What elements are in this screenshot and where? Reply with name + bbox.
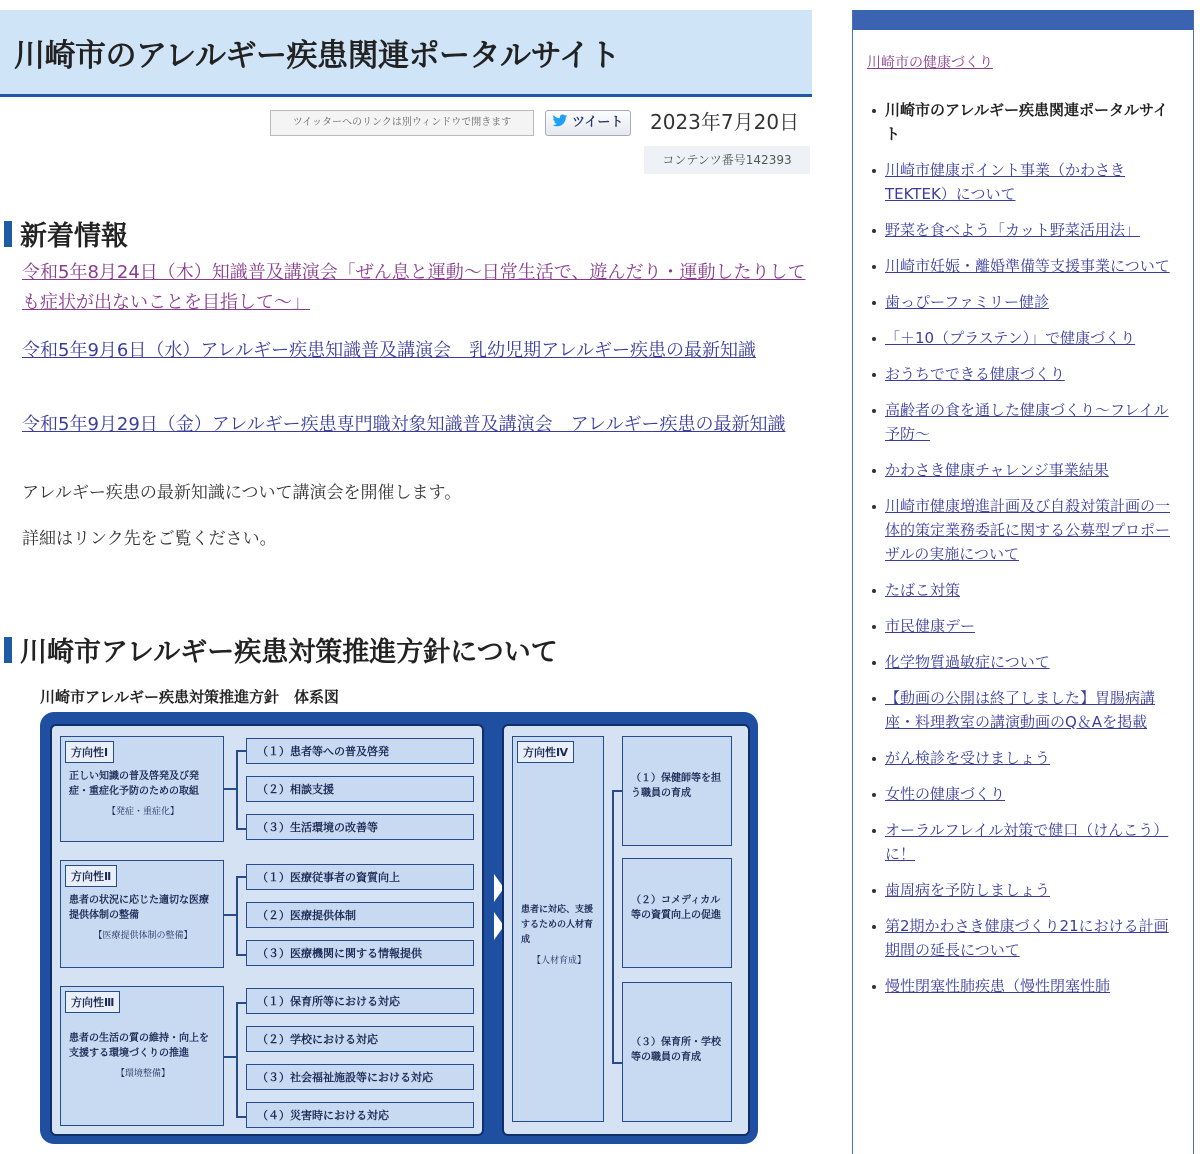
sidebar-item[interactable] <box>869 326 1179 350</box>
news-item[interactable] <box>22 258 812 318</box>
sidebar-item[interactable] <box>869 254 1179 278</box>
bullet-dot-icon <box>872 505 876 509</box>
direction-3-box <box>60 986 224 1126</box>
sidebar-item[interactable] <box>869 362 1179 386</box>
direction-1-box <box>60 736 224 842</box>
direction-4-sub-1 <box>622 736 732 846</box>
tweet-label: ツイート <box>572 115 624 130</box>
sub-item: （２）コメディカル等の資質向上の促進 <box>631 895 721 921</box>
bullet-dot-icon <box>872 661 876 665</box>
news-heading-text: 新着情報 <box>20 221 128 252</box>
sidebar-item-current <box>869 98 1179 146</box>
sidebar-item[interactable] <box>869 878 1179 902</box>
bullet-dot-icon <box>872 169 876 173</box>
sub-item: （１）保健師等を担う職員の育成 <box>631 773 721 799</box>
sidebar-heading-link[interactable]: 川崎市の健康づくり <box>867 55 993 71</box>
sub-item: （３）医療機関に関する情報提供 <box>246 940 474 966</box>
news-link-1[interactable]: 令和5年8月24日（木）知識普及講演会「ぜん息と運動～日常生活で、遊んだり・運動したりしても症状が出ないことを目指して～」 <box>22 262 806 313</box>
bullet-dot-icon <box>872 469 876 473</box>
connector <box>224 788 236 790</box>
diagram-left-panel <box>50 724 484 1136</box>
sidebar-link[interactable]: 化学物質過敏症について <box>885 653 1050 671</box>
direction-4-sub-3 <box>622 982 732 1122</box>
bracket <box>236 876 246 956</box>
section-bar-icon <box>4 221 12 247</box>
sub-item: （１）医療従事者の資質向上 <box>246 864 474 890</box>
connector <box>224 914 236 916</box>
sidebar-link[interactable]: おうちでできる健康づくり <box>885 365 1065 383</box>
bullet-dot-icon <box>872 373 876 377</box>
sidebar-link[interactable]: 川崎市健康増進計画及び自殺対策計画の一体的策定業務委託に関する公募型プロポーザルの実施について <box>885 497 1171 563</box>
sidebar-link[interactable]: 歯っぴーファミリー健診 <box>885 293 1049 311</box>
sidebar-list <box>869 98 1179 1010</box>
sidebar-item[interactable] <box>869 974 1179 998</box>
direction-2-box <box>60 860 224 968</box>
news-item[interactable] <box>22 336 812 366</box>
direction-3-tag: 方向性Ⅲ <box>65 991 120 1013</box>
direction-2-tag: 方向性Ⅱ <box>65 865 117 887</box>
sidebar-item[interactable] <box>869 218 1179 242</box>
sidebar-link[interactable]: がん検診を受けましょう <box>885 749 1051 767</box>
bracket <box>236 1002 246 1118</box>
sidebar-link[interactable]: 川崎市健康ポイント事業（かわさきTEKTEK）について <box>885 161 1126 203</box>
direction-4-text: 患者に対応、支援するための人材育成 <box>521 905 594 945</box>
sub-item: （２）医療提供体制 <box>246 902 474 928</box>
policy-diagram <box>40 712 758 1144</box>
direction-1-tag: 方向性Ⅰ <box>65 741 114 763</box>
sidebar-item[interactable] <box>869 458 1179 482</box>
bullet-dot-icon <box>872 697 876 701</box>
sub-item: （３）保育所・学校等の職員の育成 <box>631 1037 721 1063</box>
sidebar-item[interactable] <box>869 614 1179 638</box>
sidebar-item[interactable] <box>869 782 1179 806</box>
news-link-2[interactable]: 令和5年9月6日（水）アレルギー疾患知識普及講演会 乳幼児期アレルギー疾患の最新知識 <box>22 340 757 361</box>
direction-1-note: 【発症・重症化】 <box>106 807 179 817</box>
direction-4-note: 【人材育成】 <box>531 956 586 966</box>
sidebar-link[interactable]: 慢性閉塞性肺疾患（慢性閉塞性肺 <box>885 977 1111 995</box>
diagram-right-panel <box>502 724 750 1136</box>
twitter-bird-icon <box>552 114 568 128</box>
news-link-3[interactable]: 令和5年9月29日（金）アレルギー疾患専門職対象知識普及講演会 アレルギー疾患の最新知識 <box>22 414 786 435</box>
sidebar <box>852 10 1194 1154</box>
sidebar-item[interactable] <box>869 290 1179 314</box>
section-bar-icon <box>4 637 12 663</box>
sidebar-link[interactable]: たばこ対策 <box>885 581 961 599</box>
bullet-dot-icon <box>872 793 876 797</box>
bracket <box>236 750 246 830</box>
bullet-dot-icon <box>872 109 876 113</box>
content-number: コンテンツ番号142393 <box>644 146 810 174</box>
diagram-title: 川崎市アレルギー疾患対策推進方針 体系図 <box>40 688 340 706</box>
sidebar-item[interactable] <box>869 914 1179 962</box>
sidebar-link[interactable]: 第2期かわさき健康づくり21における計画期間の延長について <box>885 917 1169 959</box>
bullet-dot-icon <box>872 301 876 305</box>
sidebar-item-label: 川崎市のアレルギー疾患関連ポータルサイト <box>885 101 1168 143</box>
sub-item: （１）保育所等における対応 <box>246 988 474 1014</box>
sidebar-link[interactable]: 野菜を食べよう「カット野菜活用法」 <box>885 221 1140 239</box>
direction-2-note: 【医療提供体制の整備】 <box>93 931 193 941</box>
bullet-dot-icon <box>872 757 876 761</box>
sidebar-item[interactable] <box>869 818 1179 866</box>
bullet-dot-icon <box>872 625 876 629</box>
sidebar-link[interactable]: 女性の健康づくり <box>885 785 1006 803</box>
page-title-bar <box>0 10 812 97</box>
news-description: アレルギー疾患の最新知識について講演会を開催します。 <box>22 483 462 503</box>
sidebar-item[interactable] <box>869 746 1179 770</box>
sidebar-link[interactable]: 歯周病を予防しましょう <box>885 881 1051 899</box>
twitter-link-note: ツイッターへのリンクは別ウィンドウで開きます <box>270 110 534 136</box>
news-note: 詳細はリンク先をご覧ください。 <box>22 529 277 549</box>
bracket <box>612 790 622 1064</box>
page-title: 川崎市のアレルギー疾患関連ポータルサイト <box>14 38 620 74</box>
bullet-dot-icon <box>872 409 876 413</box>
sidebar-item[interactable] <box>869 494 1179 566</box>
sidebar-item[interactable] <box>869 686 1179 734</box>
direction-1-text: 正しい知識の普及啓発及び発症・重症化予防のための取組 <box>69 771 199 797</box>
direction-4-box <box>512 736 604 1122</box>
direction-4-sub-2 <box>622 858 732 968</box>
bullet-dot-icon <box>872 229 876 233</box>
bullet-dot-icon <box>872 337 876 341</box>
sidebar-link[interactable]: 【動画の公開は終了しました】胃腸病講座・料理教室の講演動画のQ＆Aを掲載 <box>885 689 1156 731</box>
sidebar-item[interactable] <box>869 578 1179 602</box>
sub-item: （３）生活環境の改善等 <box>246 814 474 840</box>
bullet-dot-icon <box>872 829 876 833</box>
sidebar-item[interactable] <box>869 650 1179 674</box>
news-heading <box>4 214 128 253</box>
bullet-dot-icon <box>872 265 876 269</box>
policy-heading-text: 川崎市アレルギー疾患対策推進方針について <box>20 637 558 668</box>
tweet-button[interactable] <box>545 110 631 136</box>
bullet-dot-icon <box>872 589 876 593</box>
sidebar-link[interactable]: 川崎市妊娠・離婚準備等支援事業について <box>885 257 1170 275</box>
publish-date: 2023年7月20日 <box>650 110 800 134</box>
bullet-dot-icon <box>872 925 876 929</box>
sidebar-link[interactable]: オーラルフレイル対策で健口（けんこう）に！ <box>885 821 1169 863</box>
sub-item: （１）患者等への普及啓発 <box>246 738 474 764</box>
sidebar-item[interactable] <box>869 158 1179 206</box>
sub-item: （３）社会福祉施設等における対応 <box>246 1064 474 1090</box>
bullet-dot-icon <box>872 889 876 893</box>
policy-heading <box>4 630 558 669</box>
news-item[interactable] <box>22 410 812 440</box>
bullet-dot-icon <box>872 985 876 989</box>
sidebar-top-bar <box>853 10 1193 30</box>
sidebar-link[interactable]: 市民健康デー <box>885 617 976 635</box>
sidebar-link[interactable]: かわさき健康チャレンジ事業結果 <box>885 461 1109 479</box>
sub-item: （２）学校における対応 <box>246 1026 474 1052</box>
sub-item: （２）相談支援 <box>246 776 474 802</box>
sub-item: （４）災害時における対応 <box>246 1102 474 1128</box>
sidebar-link[interactable]: 高齢者の食を通した健康づくり～フレイル予防～ <box>885 401 1169 443</box>
connector <box>224 1056 236 1058</box>
direction-2-text: 患者の状況に応じた適切な医療提供体制の整備 <box>69 895 209 921</box>
sidebar-item[interactable] <box>869 398 1179 446</box>
direction-3-note: 【環境整備】 <box>115 1069 170 1079</box>
direction-4-tag: 方向性Ⅳ <box>517 741 574 763</box>
sidebar-link[interactable]: 「＋10（プラステン）」で健康づくり <box>885 329 1136 347</box>
direction-3-text: 患者の生活の質の維持・向上を支援する環境づくりの推進 <box>69 1033 209 1059</box>
